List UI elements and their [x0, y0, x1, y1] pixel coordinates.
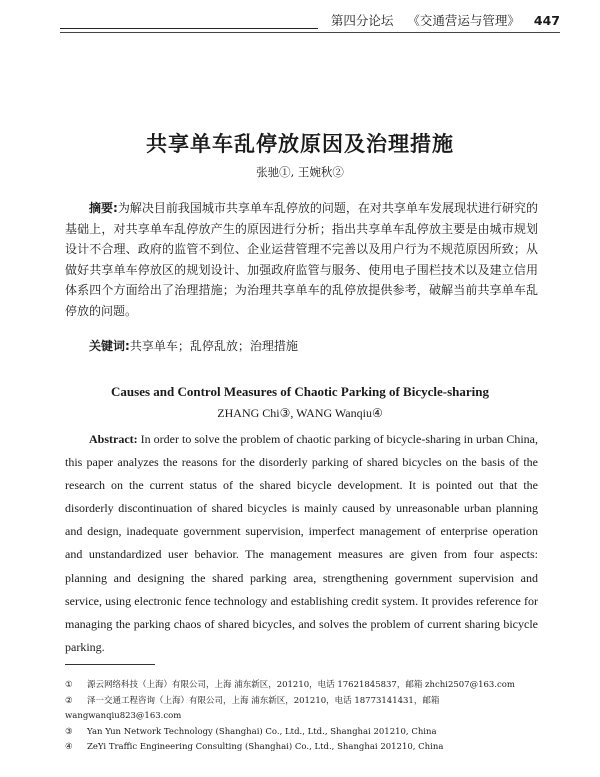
abstract-en — [65, 428, 538, 659]
header-book-title: 《交通营运与管理》 — [407, 13, 520, 28]
paper-title-en: Causes and Control Measures of Chaotic Parking of Bicycle-sharing — [111, 384, 489, 399]
footnote — [65, 725, 538, 741]
header-page-number: 447 — [533, 13, 560, 28]
footnote-mark: ① — [65, 680, 73, 690]
abstract-cn — [65, 198, 538, 321]
footnote — [65, 678, 538, 694]
footnote — [65, 694, 538, 725]
abstract-cn-text: 为解决目前我国城市共享单车乱停放的问题，在对共享单车发展现状进行研究的基础上，对共享单车乱停放产生的原因进行分析；指出共享单车乱停放主要是由城市规划设计不合理、政府的监管不到位、企业运营管理不完善以及用户行为不规范原因所致；从做好共享单车停放区的规划设计、加强政府监管与服务、使用电子围栏技术以及建立信用体系四个方面给出了治理措施；为治理共享单车的乱停放提供参考，破解当前共享单车乱停放的问题。 — [65, 201, 538, 318]
footnote-text: 泽一交通工程咨询（上海）有限公司，上海 浦东新区，201210，电话 18773141431，邮箱 wangwanqiu823@163.com — [65, 695, 440, 721]
footnote-rule — [65, 664, 155, 665]
footnote-text: ZeYi Traffic Engineering Consulting (Shanghai) Co., Ltd., Shanghai 201210, China — [87, 742, 444, 752]
header-section: 第四分论坛 — [330, 13, 394, 28]
footnote-mark: ③ — [65, 726, 73, 737]
footnotes — [65, 678, 538, 756]
footnote-text: 源云网络科技（上海）有限公司，上海 浦东新区，201210，电话 17621845837，邮箱 zhchi2507@163.com — [87, 680, 515, 690]
authors-cn: 张驰①, 王婉秋② — [256, 165, 344, 179]
running-header — [60, 8, 560, 34]
footnote-mark: ④ — [65, 742, 73, 752]
footnote-text: Yan Yun Network Technology (Shanghai) Co., Ltd., Ltd., Shanghai 201210, China — [87, 726, 437, 737]
header-text — [321, 11, 560, 29]
header-rule-left — [60, 28, 318, 29]
authors-en: ZHANG Chi③, WANG Wanqiu④ — [217, 406, 383, 420]
keywords-cn-text: 共享单车；乱停乱放；治理措施 — [129, 339, 298, 353]
footnote-mark: ② — [65, 695, 73, 706]
keywords-cn — [65, 337, 538, 354]
paper-title-cn: 共享单车乱停放原因及治理措施 — [146, 132, 454, 156]
abstract-en-text: In order to solve the problem of chaotic parking of bicycle-sharing in urban China, this paper analyzes the reasons for the disorderly parking of shared bicycles on the basis of the research on the current status of the shared bicycle development. It is pointed out that the disorderly discontinuation of shared bicycles is mainly caused by unreasonable urban planning and design, inadequate government supervision, imperfect management of enterprise operation and unstandardized user behavior. The management measures are given from four aspects: planning and designing the shared parking area, strengthening government supervision and service, using electronic fence technology and establishing credit system. It provides reference for managing the parking chaos of shared bicycles, and solves the problem of current sharing bicycle parking. — [65, 432, 539, 654]
abstract-en-label: Abstract: — [89, 432, 138, 446]
keywords-cn-label: 关键词: — [89, 339, 130, 353]
footnote — [65, 740, 538, 756]
abstract-cn-label: 摘要: — [89, 201, 118, 215]
header-rule-bottom — [60, 32, 560, 33]
